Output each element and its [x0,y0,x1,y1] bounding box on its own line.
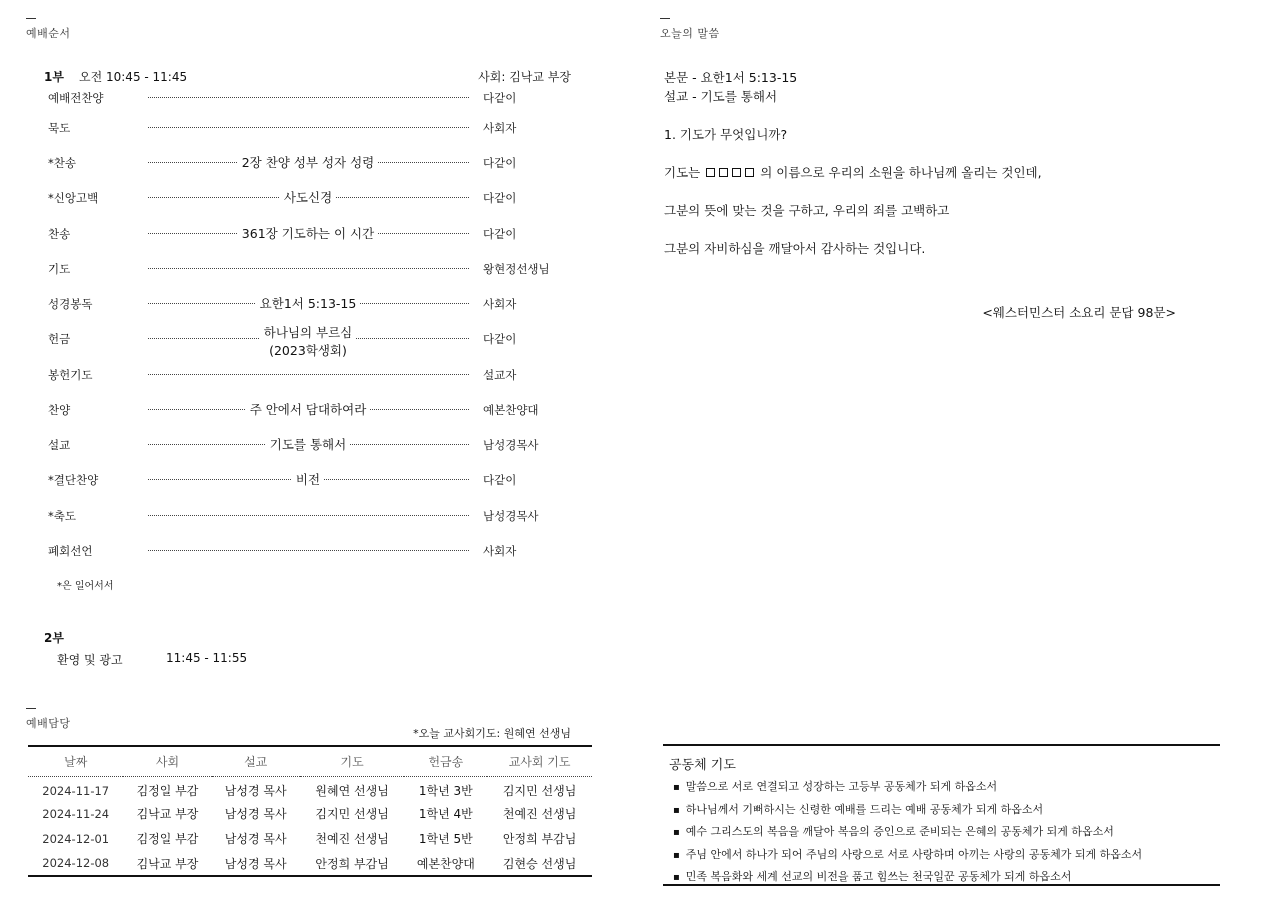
order-item: 봉헌기도 [48,368,93,382]
section-dash [660,18,670,19]
question-title: 1. 기도가 무엇입니까? [664,127,788,142]
leader-dots [148,127,469,128]
part2-label: 환영 및 광고 [57,653,123,667]
order-content: 요한1서 5:13-15 [148,294,468,314]
order-row [48,153,569,173]
cell-date: 2024-12-01 [42,831,110,846]
community-prayer-list [673,776,1142,889]
table-row [28,851,592,876]
order-item: 묵도 [48,121,71,135]
order-item: 예배전찬양 [48,91,104,105]
order-row [48,294,569,314]
order-row [48,224,569,244]
answer-line-3: 그분의 자비하심을 깨달아서 감사하는 것입니다. [664,241,926,256]
section-dash [26,708,36,709]
order-person: 다같이 [483,91,517,105]
order-person: 예본찬양대 [483,403,539,417]
col-prayer: 기도 [300,746,405,776]
order-person: 사회자 [483,297,517,311]
cell-date: 2024-11-17 [42,783,110,798]
duty-table [28,745,592,877]
order-person: 사회자 [483,544,517,558]
cell-sermon: 남성경 목사 [224,784,287,799]
word-section-head [660,18,720,41]
order-person: 설교자 [483,368,517,382]
part-title: 1부 [44,70,64,84]
order-content: 주 안에서 담대하여라 [148,400,468,420]
order-row [48,506,569,526]
order-item: 헌금 [48,332,71,346]
catechism-source: <웨스터민스터 소요리 문답 98문> [982,305,1176,320]
cell-offering-song: 1학년 3반 [418,784,473,799]
order-item: 찬송 [48,227,71,241]
host-label: 사회: 김낙교 부장 [478,70,571,84]
order-item: 폐회선언 [48,544,93,558]
order-section-head [26,18,71,41]
order-row [48,435,569,455]
order-row [48,118,569,138]
cell-prayer: 안정희 부감님 [315,856,389,871]
section-dash [26,18,36,19]
leader-dots [148,515,469,516]
list-item: ▪ 민족 복음화와 세계 선교의 비전을 품고 힘쓰는 천국일꾼 공동체가 되게 하옵소서 [673,866,1142,889]
order-person: 다같이 [483,227,517,241]
cell-teacher-prayer: 김지민 선생님 [502,784,577,799]
leader-dots [148,97,469,98]
part2-row [57,651,248,668]
leader-dots [148,268,469,269]
order-person: 다같이 [483,156,517,170]
order-item: 설교 [48,438,71,452]
order-row [48,88,569,108]
order-person: 다같이 [483,473,517,487]
cell-teacher-prayer: 천예진 선생님 [502,807,577,821]
order-row [48,259,569,279]
word-section-title: 오늘의 말씀 [660,27,720,40]
order-row [48,470,569,490]
cell-offering-song: 예본찬양대 [416,856,475,871]
col-sermon: 설교 [212,746,300,776]
duty-section-head [26,708,71,731]
cell-teacher-prayer: 안정희 부감님 [502,832,577,846]
list-item: ▪ 주님 안에서 하나가 되어 주님의 사랑으로 서로 사랑하며 아끼는 사랑의 공동체가 되게 하옵소서 [673,844,1142,867]
leader-dots [148,550,469,551]
order-row [48,400,569,420]
cell-prayer: 원혜연 선생님 [315,784,389,799]
cell-offering-song: 1학년 5반 [418,832,473,846]
order-person: 왕현정선생님 [483,262,550,276]
cell-host: 김낙교 부장 [136,856,199,871]
cell-prayer: 천예진 선생님 [315,832,389,846]
cell-sermon: 남성경 목사 [224,856,287,871]
standing-note: *은 일어서서 [57,581,114,592]
order-item: *찬송 [48,156,76,170]
order-item: 찬양 [48,403,71,417]
cell-host: 김낙교 부장 [136,807,199,821]
order-item: 기도 [48,262,71,276]
order-row [48,365,569,385]
leader-dots [148,374,469,375]
sermon-title: 설교 - 기도를 통해서 [664,89,778,104]
community-prayer-title: 공동체 기도 [669,758,736,773]
order-content: 기도를 통해서 [148,435,468,455]
cell-date: 2024-12-08 [42,856,110,870]
sermon-text: 본문 - 요한1서 5:13-15 [664,70,798,85]
part-time: 오전 10:45 - 11:45 [79,70,188,84]
part2-time: 11:45 - 11:55 [166,651,248,665]
answer-line-1: 기도는 의 이름으로 우리의 소원을 하나님께 올리는 것인데, [664,165,1042,180]
order-row [48,325,569,369]
table-row [28,826,592,851]
order-person: 다같이 [483,332,517,346]
order-item: *축도 [48,509,76,523]
order-meta [44,68,571,84]
order-item: 성경봉독 [48,297,93,311]
blank-box [732,168,741,177]
part2-title: 2부 [44,631,64,645]
col-teacher-prayer: 교사회 기도 [487,746,592,776]
cell-sermon: 남성경 목사 [224,832,287,846]
order-person: 다같이 [483,191,517,205]
order-person: 남성경목사 [483,509,539,523]
order-content: 사도신경 [148,188,468,208]
col-offering-song: 헌금송 [404,746,487,776]
order-item: *신앙고백 [48,191,99,205]
duty-section-title: 예배담당 [26,717,71,730]
list-item: ▪ 예수 그리스도의 복음을 깨달아 복음의 증인으로 준비되는 은혜의 공동체가 되게 하옵소서 [673,821,1142,844]
col-date: 날짜 [28,746,123,776]
order-row [48,541,569,561]
cell-host: 김정일 부감 [136,832,199,846]
col-host: 사회 [123,746,211,776]
order-content: 비전 [148,470,468,490]
table-row [28,776,592,801]
order-person: 남성경목사 [483,438,539,452]
blank-box [706,168,715,177]
list-item: ▪ 말씀으로 서로 연결되고 성장하는 고등부 공동체가 되게 하옵소서 [673,776,1142,799]
order-section-title: 예배순서 [26,27,71,40]
sermon-info [664,68,797,106]
cell-date: 2024-11-24 [42,806,110,821]
order-content: 361장 기도하는 이 시간 [148,224,468,244]
cell-sermon: 남성경 목사 [224,807,287,821]
cell-prayer: 김지민 선생님 [315,807,389,821]
answer-line-2: 그분의 뜻에 맞는 것을 구하고, 우리의 죄를 고백하고 [664,203,950,218]
cell-teacher-prayer: 김현승 선생님 [502,856,577,871]
order-row [48,188,569,208]
order-item: *결단찬양 [48,473,99,487]
order-content: 하나님의 부르심 (2023학생회) [148,324,468,360]
order-content: 2장 찬양 성부 성자 성령 [148,153,468,173]
blank-box [719,168,728,177]
order-person: 사회자 [483,121,517,135]
list-item: ▪ 하나님께서 기뻐하시는 신령한 예배를 드리는 예배 공동체가 되게 하옵소서 [673,799,1142,822]
table-row [28,801,592,826]
teacher-prayer-note: *오늘 교사회기도: 원혜연 선생님 [413,727,571,740]
community-prayer [663,744,1220,886]
table-header-row [28,746,592,776]
cell-host: 김정일 부감 [136,784,199,799]
blank-box [745,168,754,177]
cell-offering-song: 1학년 4반 [418,807,473,821]
